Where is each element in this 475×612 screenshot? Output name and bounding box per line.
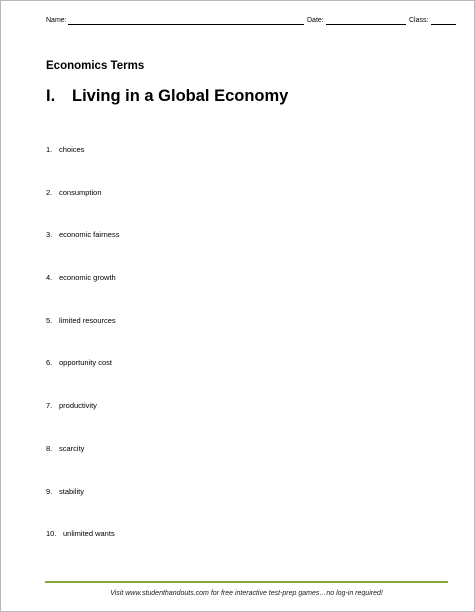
name-label: Name:	[46, 17, 67, 24]
term-list	[46, 143, 346, 570]
footer-note: Visit www.studenthandouts.com for free interactive test-prep games…no log-in required!	[110, 590, 383, 597]
term-number: 1.	[46, 145, 53, 154]
footer-divider	[45, 581, 448, 583]
class-blank-line	[431, 24, 456, 25]
list-item	[46, 271, 346, 314]
list-item	[46, 442, 346, 485]
term-number: 6.	[46, 358, 53, 368]
term-number: 7.	[46, 401, 53, 411]
date-blank-line	[326, 24, 406, 25]
student-info-header	[46, 15, 456, 27]
term-text: unlimited wants	[63, 529, 115, 539]
term-text: productivity	[59, 401, 97, 411]
list-item	[46, 399, 346, 442]
term-text: scarcity	[59, 443, 85, 453]
name-blank-line	[68, 24, 304, 25]
term-text: choices	[59, 145, 85, 154]
section-number: I.	[46, 87, 56, 105]
list-item	[46, 314, 346, 357]
term-text: limited resources	[59, 315, 116, 325]
term-number: 3.	[46, 230, 53, 240]
term-text: stability	[59, 486, 85, 496]
list-item	[46, 485, 346, 528]
list-item	[46, 228, 346, 271]
term-number: 2.	[46, 187, 53, 197]
list-item	[46, 356, 346, 399]
class-label: Class:	[409, 17, 429, 24]
list-item	[46, 186, 346, 229]
term-text: consumption	[59, 187, 102, 197]
date-label: Date:	[307, 17, 324, 24]
list-item	[46, 143, 346, 186]
term-text: opportunity cost	[59, 358, 112, 368]
term-number: 5.	[46, 315, 53, 325]
section-title: Living in a Global Economy	[72, 87, 289, 105]
term-number: 10.	[46, 529, 57, 539]
section-heading	[46, 85, 288, 107]
term-text: economic fairness	[59, 230, 120, 240]
list-item	[46, 527, 346, 570]
worksheet-subtitle: Economics Terms	[46, 60, 145, 72]
term-text: economic growth	[59, 273, 116, 283]
term-number: 8.	[46, 443, 53, 453]
term-number: 9.	[46, 486, 53, 496]
term-number: 4.	[46, 273, 53, 283]
